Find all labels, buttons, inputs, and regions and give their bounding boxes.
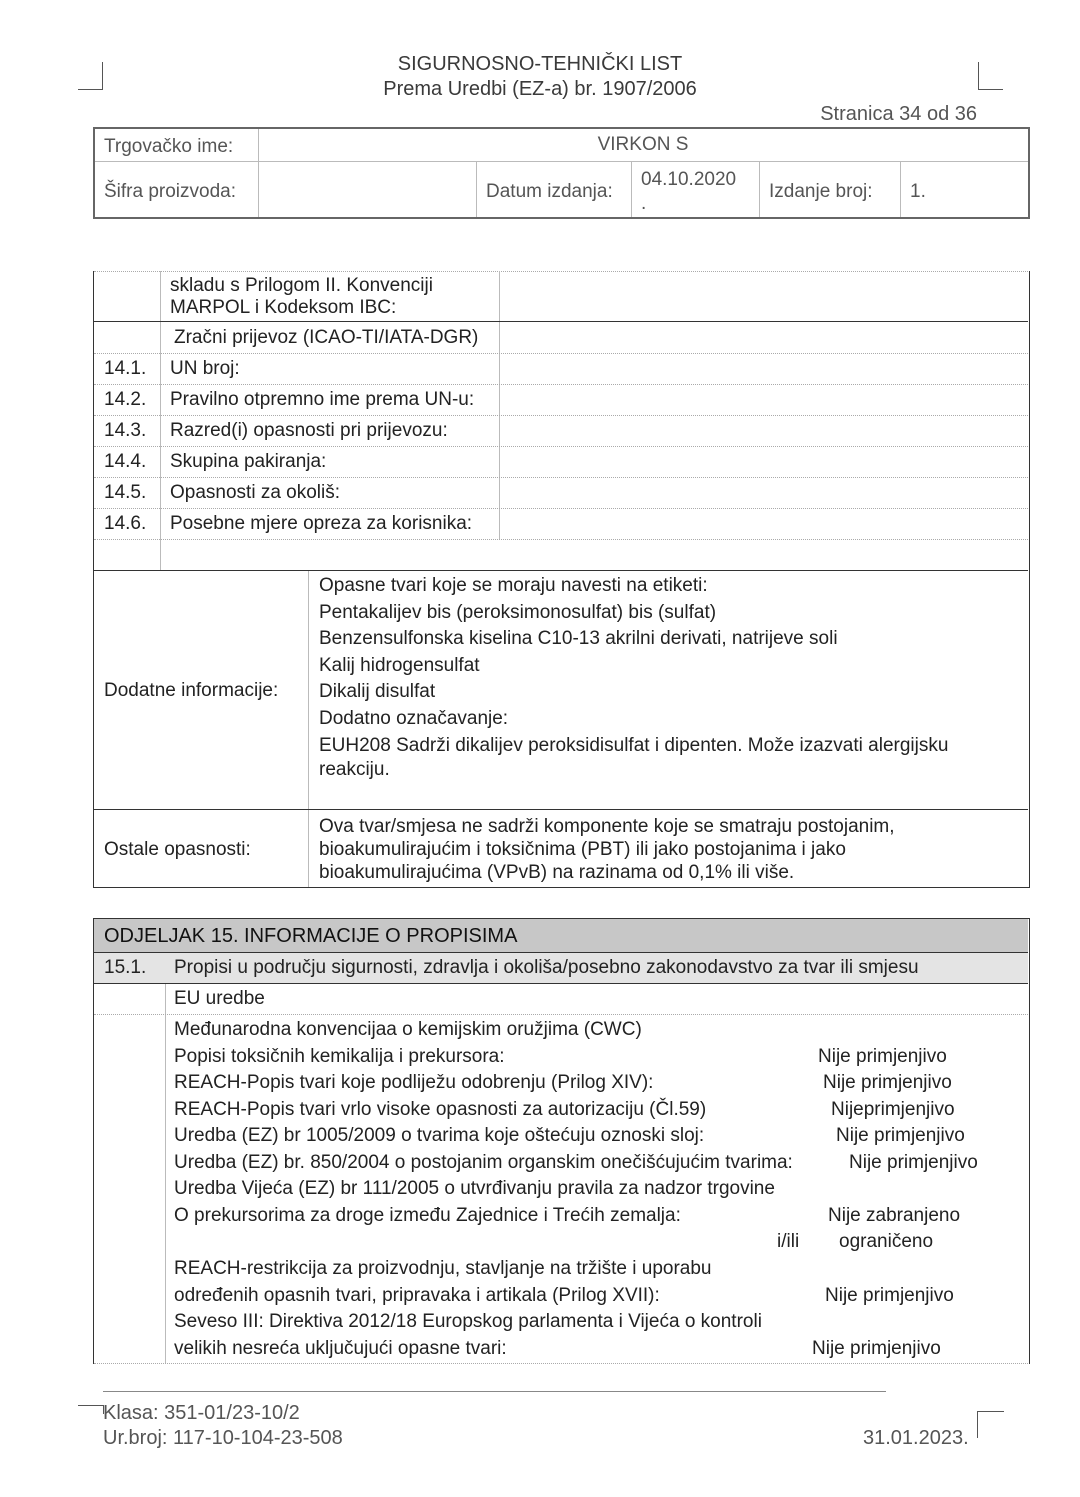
document-subtitle: Prema Uredbi (EZ-a) br. 1907/2006 [383, 78, 697, 100]
document-title: SIGURNOSNO-TEHNIČKI LIST [397, 53, 683, 75]
status-drug-precursors-and-or: i/ili [777, 1231, 800, 1252]
status-ozone: Nije primjenjivo [836, 1125, 965, 1146]
status-drug-precursors-restricted: ograničeno [839, 1231, 934, 1252]
crop-mark-bottom-right [977, 1411, 1004, 1438]
status-svhc: Nijeprimjenjivo [831, 1099, 955, 1120]
regulation-line-1: Međunarodna konvencijaa o kemijskim oružjima (CWC) [174, 1019, 642, 1040]
row-14-4-number: 14.4. [104, 451, 147, 472]
regulation-line-10: određenih opasnih tvari, pripravaka i artikala (Prilog XVII): [174, 1285, 660, 1306]
section-15-table [93, 918, 1030, 1364]
other-hazards-label: Ostale opasnosti: [104, 839, 251, 860]
issue-date-value: 04.10.2020 [641, 169, 737, 190]
row-14-3-number: 14.3. [104, 420, 147, 441]
additional-line-7: EUH208 Sadrži dikalijev peroksidisulfat i dipenten. Može izazvati alergijsku [319, 735, 949, 756]
regulation-line-7: Uredba Vijeća (EZ) br 111/2005 o utvrđivanju pravila za nadzor trgovine [174, 1178, 775, 1199]
regulation-line-5: Uredba (EZ) br 1005/2009 o tvarima koje oštećuju oznoski sloj: [174, 1125, 705, 1146]
page-number: Stranica 34 od 36 [820, 103, 977, 125]
other-hazards-line-2: bioakumulirajućim i toksičnima (PBT) ili jako postojanima i jako [319, 839, 846, 860]
section-14-table [93, 271, 1030, 888]
regulation-line-9: REACH-restrikcija za proizvodnju, stavljanje na tržište i uporabu [174, 1258, 712, 1279]
crop-mark-top-right [978, 62, 1003, 90]
status-pop: Nije primjenjivo [849, 1152, 978, 1173]
additional-line-2: Pentakalijev bis (peroksimonosulfat) bis (sulfat) [319, 602, 717, 623]
status-seveso: Nije primjenjivo [812, 1338, 941, 1359]
section-15-title: ODJELJAK 15. INFORMACIJE O PROPISIMA [104, 925, 518, 947]
row-14-4-label: Skupina pakiranja: [170, 451, 327, 472]
other-hazards-line-3: bioakumulirajućima (VPvB) na razinama od 0,1% ili više. [319, 862, 795, 883]
subsection-15-1-title: Propisi u području sigurnosti, zdravlja i okoliša/posebno zakonodavstvo za tvar ili smjesu [174, 957, 919, 978]
regulation-line-11: Seveso III: Direktiva 2012/18 Europskog parlamenta i Vijeća o kontroli [174, 1311, 762, 1332]
regulation-line-8: O prekursorima za droge između Zajednice i Trećih zemalja: [174, 1205, 681, 1226]
additional-info-label: Dodatne informacije: [104, 680, 279, 701]
footer-date: 31.01.2023. [863, 1427, 969, 1449]
issue-number-label: Izdanje broj: [769, 181, 873, 202]
other-hazards-line-1: Ova tvar/smjesa ne sadrži komponente koje se smatraju postojanim, [319, 816, 895, 837]
regulation-line-6: Uredba (EZ) br. 850/2004 o postojanim organskim onečišćujućim tvarima: [174, 1152, 793, 1173]
row-14-2-label: Pravilno otpremno ime prema UN-u: [170, 389, 475, 410]
issue-date-dot: . [641, 193, 647, 214]
regulation-line-12: velikih nesreća uključujući opasne tvari: [174, 1338, 507, 1359]
row-14-1-label: UN broj: [170, 358, 240, 379]
air-transport-title: Zračni prijevoz (ICAO-TI/IATA-DGR) [174, 327, 479, 348]
issue-date-label: Datum izdanja: [486, 181, 613, 202]
marpol-line-2: MARPOL i Kodeksom IBC: [170, 297, 397, 318]
trade-name-label: Trgovačko ime: [104, 136, 234, 157]
additional-line-6: Dodatno označavanje: [319, 708, 509, 729]
status-drug-precursors: Nije zabranjeno [828, 1205, 961, 1226]
section-15-header [94, 919, 1028, 953]
row-14-6-label: Posebne mjere opreza za korisnika: [170, 513, 473, 534]
regulation-line-2: Popisi toksičnih kemikalija i prekursora: [174, 1046, 505, 1067]
status-annex-xvii: Nije primjenjivo [825, 1285, 954, 1306]
marpol-line-1: skladu s Prilogom II. Konvenciji [170, 275, 433, 296]
additional-line-1: Opasne tvari koje se moraju navesti na etiketi: [319, 575, 708, 596]
status-annex-xiv: Nije primjenjivo [823, 1072, 952, 1093]
subsection-15-1-header [94, 953, 1028, 984]
product-code-label: Šifra proizvoda: [104, 181, 237, 202]
footer-rule [103, 1391, 886, 1392]
crop-mark-top-left [78, 62, 103, 90]
regulation-line-4: REACH-Popis tvari vrlo visoke opasnosti za autorizaciju (Čl.59) [174, 1099, 707, 1120]
crop-mark-bottom-left [78, 1405, 104, 1414]
footer-reference-number: Ur.broj: 117-10-104-23-508 [103, 1427, 343, 1449]
additional-line-8: reakciju. [319, 759, 390, 780]
product-header-table [93, 127, 1030, 219]
status-toxic-chemicals: Nije primjenjivo [818, 1046, 947, 1067]
row-14-5-number: 14.5. [104, 482, 147, 503]
additional-line-3: Benzensulfonska kiselina C10-13 akrilni derivati, natrijeve soli [319, 628, 838, 649]
additional-line-5: Dikalij disulfat [319, 681, 436, 702]
subsection-15-1-number: 15.1. [104, 957, 147, 978]
additional-line-4: Kalij hidrogensulfat [319, 655, 480, 676]
trade-name-value: VIRKON S [597, 134, 689, 155]
footer-class: Klasa: 351-01/23-10/2 [103, 1402, 300, 1424]
eu-regulations-label: EU uredbe [174, 988, 265, 1009]
row-14-3-label: Razred(i) opasnosti pri prijevozu: [170, 420, 448, 441]
row-14-6-number: 14.6. [104, 513, 147, 534]
row-14-1-number: 14.1. [104, 358, 147, 379]
regulation-line-3: REACH-Popis tvari koje podliježu odobrenju (Prilog XIV): [174, 1072, 654, 1093]
row-14-2-number: 14.2. [104, 389, 147, 410]
row-14-5-label: Opasnosti za okoliš: [170, 482, 341, 503]
issue-number-value: 1. [910, 181, 926, 202]
